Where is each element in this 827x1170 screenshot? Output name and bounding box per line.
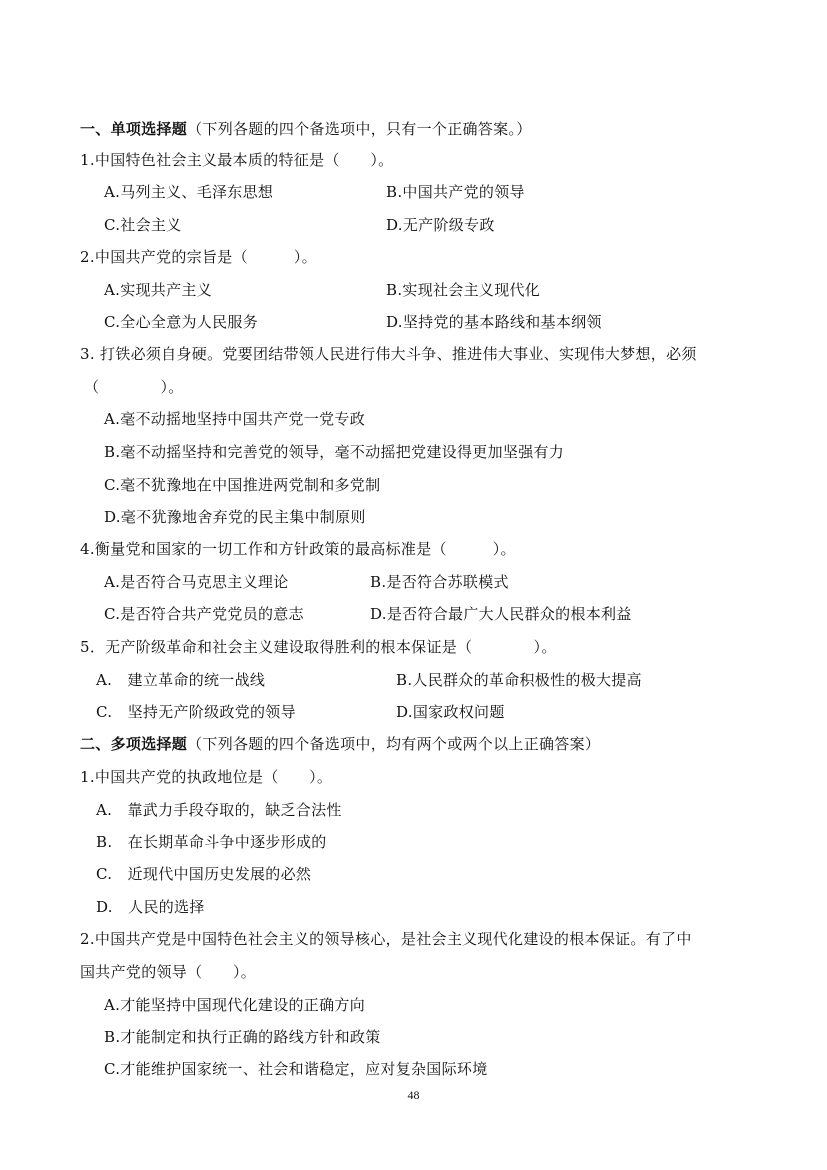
option-1-5-a: A. 建立革命的统一战线	[96, 671, 266, 689]
section-1-heading: 一、单项选择题	[80, 120, 188, 138]
option-1-3-d: D.毫不犹豫地舍弃党的民主集中制原则	[104, 508, 366, 526]
question-1-2-stem: 2.中国共产党的宗旨是（ ）。	[80, 248, 317, 266]
question-1-3-stem-line1: 3. 打铁必须自身硬。党要团结带领人民进行伟大斗争、推进伟大事业、实现伟大梦想，必须	[80, 345, 697, 363]
option-1-2-a: A.实现共产主义	[104, 281, 213, 299]
section-2-note: （下列各题的四个备选项中，均有两个或两个以上正确答案）	[187, 735, 601, 753]
question-2-2-stem-line2: 国共产党的领导（ ）。	[80, 963, 257, 981]
option-1-1-d: D.无产阶级专政	[386, 216, 495, 234]
question-2-2-stem-line1: 2.中国共产党是中国特色社会主义的领导核心，是社会主义现代化建设的根本保证。有了中	[80, 930, 692, 948]
option-1-1-c: C.社会主义	[104, 216, 182, 234]
option-1-5-d: D.国家政权问题	[396, 703, 505, 721]
option-1-3-a: A.毫不动摇地坚持中国共产党一党专政	[104, 410, 366, 428]
section-1-title	[80, 119, 532, 139]
option-2-1-b: B. 在长期革命斗争中逐步形成的	[96, 833, 327, 851]
option-1-5-c: C. 坚持无产阶级政党的领导	[96, 703, 296, 721]
option-1-5-b: B.人民群众的革命积极性的极大提高	[396, 671, 642, 689]
option-1-4-c: C.是否符合共产党党员的意志	[104, 605, 304, 623]
option-1-3-b: B.毫不动摇坚持和完善党的领导，毫不动摇把党建设得更加坚强有力	[104, 443, 565, 461]
section-2-heading: 二、多项选择题	[80, 735, 188, 753]
option-2-2-c: C.才能维护国家统一、社会和谐稳定，应对复杂国际环境	[104, 1060, 488, 1078]
question-1-4-stem: 4.衡量党和国家的一切工作和方针政策的最高标准是（ ）。	[80, 540, 516, 558]
option-2-2-a: A.才能坚持中国现代化建设的正确方向	[104, 996, 366, 1014]
question-1-5-stem: 5．无产阶级革命和社会主义建设取得胜利的根本保证是（ ）。	[80, 638, 557, 656]
option-2-1-d: D. 人民的选择	[96, 898, 205, 916]
question-1-3-stem-line2: （ ）。	[84, 378, 184, 396]
option-1-2-c: C.全心全意为人民服务	[104, 313, 259, 331]
option-1-3-c: C.毫不犹豫地在中国推进两党制和多党制	[104, 476, 381, 494]
page-number: 48	[407, 1088, 420, 1102]
option-1-4-d: D.是否符合最广大人民群众的根本利益	[370, 605, 632, 623]
option-1-4-b: B.是否符合苏联模式	[370, 573, 509, 591]
option-1-2-b: B.实现社会主义现代化	[386, 281, 541, 299]
question-2-1-stem: 1.中国共产党的执政地位是（ ）。	[80, 768, 333, 786]
section-2-title	[80, 734, 600, 754]
option-1-4-a: A.是否符合马克思主义理论	[104, 573, 289, 591]
question-1-1-stem: 1.中国特色社会主义最本质的特征是（ ）。	[80, 151, 394, 169]
option-1-2-d: D.坚持党的基本路线和基本纲领	[386, 313, 602, 331]
section-1-note: （下列各题的四个备选项中，只有一个正确答案。）	[187, 120, 532, 138]
option-1-1-b: B.中国共产党的领导	[386, 183, 525, 201]
option-2-1-a: A. 靠武力手段夺取的，缺乏合法性	[96, 801, 342, 819]
option-1-1-a: A.马列主义、毛泽东思想	[104, 183, 274, 201]
option-2-1-c: C. 近现代中国历史发展的必然	[96, 865, 312, 883]
option-2-2-b: B.才能制定和执行正确的路线方针和政策	[104, 1028, 381, 1046]
